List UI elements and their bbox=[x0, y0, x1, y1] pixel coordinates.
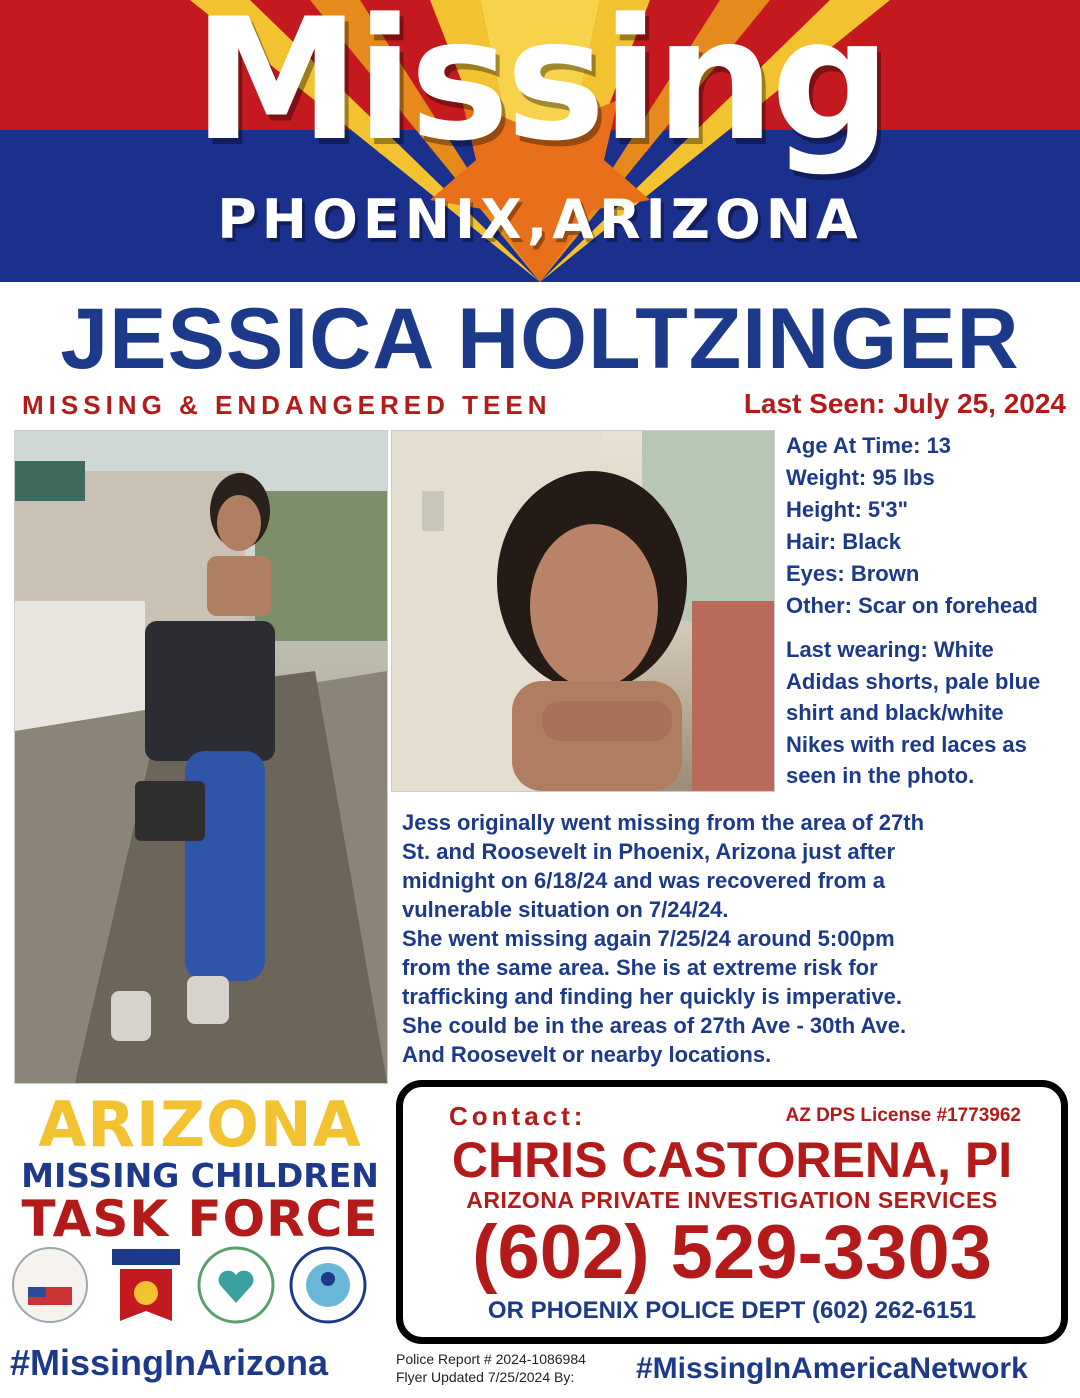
physical-details bbox=[786, 430, 1076, 622]
status-subtitle: MISSING & ENDANGERED TEEN bbox=[22, 390, 552, 420]
story-line: And Roosevelt or nearby locations. bbox=[402, 1042, 772, 1067]
wearing-line: Last wearing: White bbox=[786, 637, 994, 662]
hashtag-missing-in-arizona: #MissingInArizona bbox=[10, 1342, 329, 1383]
detail-other: Other: Scar on forehead bbox=[786, 593, 1038, 618]
contact-company: ARIZONA PRIVATE INVESTIGATION SERVICES bbox=[466, 1187, 998, 1213]
header-banner bbox=[0, 0, 1080, 282]
police-report-number: Police Report # 2024-1086984 bbox=[396, 1351, 586, 1367]
police-contact: OR PHOENIX POLICE DEPT (602) 262-6151 bbox=[487, 1297, 977, 1324]
footer-info bbox=[396, 1350, 586, 1386]
story-line: St. and Roosevelt in Phoenix, Arizona just after bbox=[402, 839, 896, 864]
detail-height: Height: 5'3" bbox=[786, 497, 909, 522]
last-seen-date: Last Seen: July 25, 2024 bbox=[743, 388, 1066, 419]
story-line: She could be in the areas of 27th Ave - 30th Ave. bbox=[402, 1013, 907, 1038]
contact-name: CHRIS CASTORENA, PI bbox=[451, 1132, 1013, 1188]
wearing-line: Nikes with red laces as bbox=[786, 731, 1027, 757]
story-line: She went missing again 7/25/24 around 5:00pm bbox=[402, 926, 895, 951]
detail-weight: Weight: 95 lbs bbox=[786, 465, 935, 490]
photo-close-up bbox=[391, 430, 775, 792]
contact-box bbox=[396, 1080, 1068, 1344]
task-force-arizona: ARIZONA bbox=[38, 1088, 362, 1161]
flyer-updated: Flyer Updated 7/25/2024 By: bbox=[396, 1369, 575, 1385]
contact-phone: (602) 529-3303 bbox=[472, 1210, 992, 1295]
last-wearing bbox=[786, 634, 1076, 792]
contact-label: Contact: bbox=[449, 1101, 587, 1131]
story-line: trafficking and finding her quickly is imperative. bbox=[402, 984, 902, 1009]
case-description bbox=[402, 808, 1072, 1069]
detail-eyes: Eyes: Brown bbox=[786, 561, 920, 586]
story-line: Jess originally went missing from the area of 27th bbox=[402, 810, 925, 835]
detail-hair: Hair: Black bbox=[786, 529, 901, 554]
missing-title: Missing bbox=[192, 0, 888, 178]
arizona-pi-logo-icon bbox=[106, 1245, 186, 1325]
wearing-line: shirt and black/white bbox=[786, 700, 1004, 725]
wearing-line: seen in the photo. bbox=[786, 763, 975, 788]
starbright-foundation-logo-icon bbox=[288, 1245, 368, 1325]
hashtag-missing-in-america: #MissingInAmericaNetwork bbox=[636, 1352, 1028, 1385]
story-line: from the same area. She is at extreme risk for bbox=[402, 955, 878, 980]
story-line: vulnerable situation on 7/24/24. bbox=[402, 897, 729, 922]
asa-now-logo-icon bbox=[196, 1245, 276, 1325]
story-line: midnight on 6/18/24 and was recovered from a bbox=[402, 868, 885, 893]
organization-logo-icon bbox=[10, 1245, 90, 1325]
person-name: JESSICA HOLTZINGER bbox=[60, 291, 1020, 387]
detail-age: Age At Time: 13 bbox=[786, 433, 952, 458]
task-force-missing-children: MISSING CHILDREN bbox=[21, 1156, 379, 1195]
license-number: AZ DPS License #1773962 bbox=[785, 1105, 1021, 1126]
wearing-line: Adidas shorts, pale blue bbox=[786, 668, 1041, 694]
task-force-task-force: TASK FORCE bbox=[21, 1190, 379, 1248]
photo-full-body bbox=[14, 430, 388, 1084]
city-subtitle: PHOENIX,ARIZONA bbox=[217, 188, 863, 251]
